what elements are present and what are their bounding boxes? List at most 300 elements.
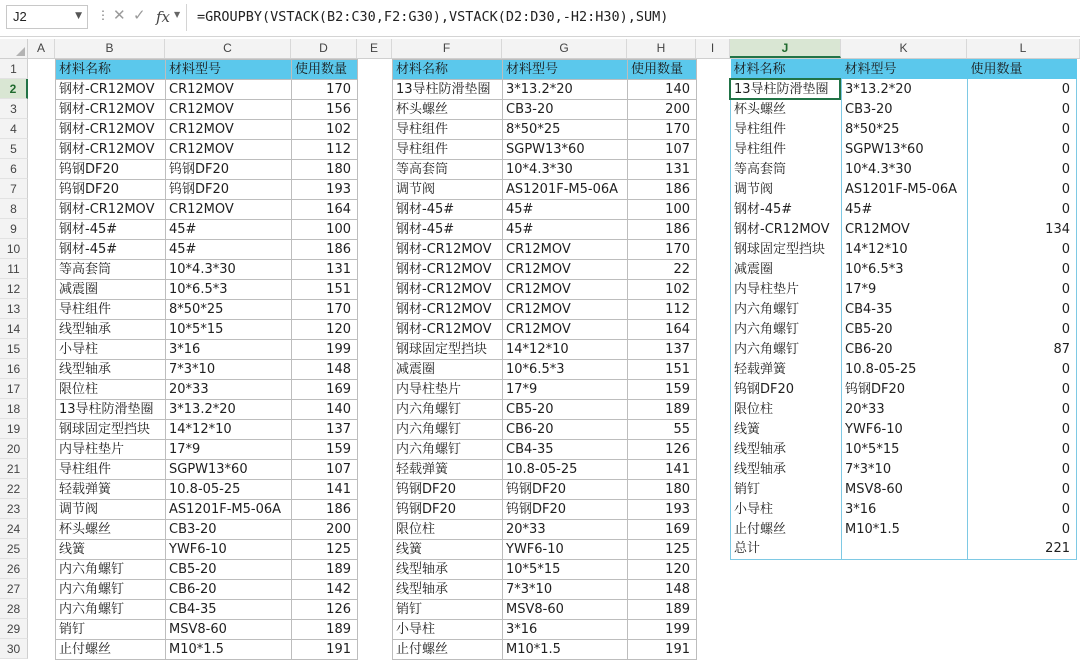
result-cell-name[interactable]: 销钉 xyxy=(731,479,842,499)
result-cell-qty[interactable]: 0 xyxy=(968,299,1077,319)
result-cell-name[interactable]: 导柱组件 xyxy=(731,119,842,139)
table1-cell-qty[interactable]: 200 xyxy=(292,520,358,540)
result-header-qty[interactable]: 使用数量 xyxy=(968,59,1077,79)
column-header-a[interactable]: A xyxy=(28,39,55,58)
table1-cell-qty[interactable]: 164 xyxy=(292,200,358,220)
row-header-28[interactable]: 28 xyxy=(0,599,28,619)
table1-cell-name[interactable]: 销钉 xyxy=(56,620,166,640)
table2-cell-name[interactable]: 内六角螺钉 xyxy=(393,400,503,420)
row-header-14[interactable]: 14 xyxy=(0,319,28,339)
table1-cell-name[interactable]: 钨钢DF20 xyxy=(56,180,166,200)
result-cell-model[interactable]: AS1201F-M5-06A xyxy=(842,179,968,199)
result-cell-name[interactable]: 钢材-45# xyxy=(731,199,842,219)
result-cell-qty[interactable]: 0 xyxy=(968,399,1077,419)
result-cell-qty[interactable]: 87 xyxy=(968,339,1077,359)
table1-cell-model[interactable]: 8*50*25 xyxy=(166,300,292,320)
result-cell-name[interactable]: 轻载弹簧 xyxy=(731,359,842,379)
table2-cell-qty[interactable]: 148 xyxy=(628,580,697,600)
table1-cell-qty[interactable]: 170 xyxy=(292,80,358,100)
table2-cell-qty[interactable]: 151 xyxy=(628,360,697,380)
result-cell-qty[interactable]: 0 xyxy=(968,499,1077,519)
result-cell-model[interactable]: M10*1.5 xyxy=(842,519,968,539)
table1-cell-name[interactable]: 钢材-CR12MOV xyxy=(56,200,166,220)
result-cell-name[interactable]: 线簧 xyxy=(731,419,842,439)
table1-cell-name[interactable]: 钢材-CR12MOV xyxy=(56,120,166,140)
table1-cell-model[interactable]: MSV8-60 xyxy=(166,620,292,640)
table1-cell-qty[interactable]: 156 xyxy=(292,100,358,120)
result-cell-qty[interactable]: 0 xyxy=(968,199,1077,219)
table2-cell-name[interactable]: 钢材-45# xyxy=(393,220,503,240)
table1-cell-model[interactable]: CR12MOV xyxy=(166,120,292,140)
table1-cell-model[interactable]: 20*33 xyxy=(166,380,292,400)
table2-cell-name[interactable]: 内六角螺钉 xyxy=(393,420,503,440)
row-header-4[interactable]: 4 xyxy=(0,119,28,139)
table2-cell-qty[interactable]: 186 xyxy=(628,220,697,240)
table1-cell-qty[interactable]: 169 xyxy=(292,380,358,400)
column-header-l[interactable]: L xyxy=(967,39,1080,58)
table1-cell-name[interactable]: 内六角螺钉 xyxy=(56,600,166,620)
table1-cell-model[interactable]: SGPW13*60 xyxy=(166,460,292,480)
column-header-f[interactable]: F xyxy=(392,39,502,58)
table2-cell-name[interactable]: 钢材-CR12MOV xyxy=(393,260,503,280)
result-cell-qty[interactable]: 0 xyxy=(968,139,1077,159)
table1-cell-qty[interactable]: 141 xyxy=(292,480,358,500)
table2-cell-qty[interactable]: 199 xyxy=(628,620,697,640)
result-cell-model[interactable]: MSV8-60 xyxy=(842,479,968,499)
table2-cell-qty[interactable]: 126 xyxy=(628,440,697,460)
table2-cell-qty[interactable]: 120 xyxy=(628,560,697,580)
row-header-22[interactable]: 22 xyxy=(0,479,28,499)
row-header-13[interactable]: 13 xyxy=(0,299,28,319)
table2-cell-model[interactable]: 10.8-05-25 xyxy=(503,460,628,480)
table1-cell-name[interactable]: 减震圈 xyxy=(56,280,166,300)
table2-cell-name[interactable]: 钢材-CR12MOV xyxy=(393,240,503,260)
table1-cell-qty[interactable]: 180 xyxy=(292,160,358,180)
row-header-12[interactable]: 12 xyxy=(0,279,28,299)
result-cell-model[interactable]: 10*5*15 xyxy=(842,439,968,459)
row-header-5[interactable]: 5 xyxy=(0,139,28,159)
result-cell-qty[interactable]: 0 xyxy=(968,79,1077,99)
table2-cell-name[interactable]: 内导柱垫片 xyxy=(393,380,503,400)
result-cell-qty[interactable]: 221 xyxy=(968,539,1077,559)
table2-cell-model[interactable]: CB4-35 xyxy=(503,440,628,460)
table2-cell-qty[interactable]: 180 xyxy=(628,480,697,500)
result-cell-qty[interactable]: 0 xyxy=(968,259,1077,279)
result-cell-qty[interactable]: 0 xyxy=(968,519,1077,539)
table1-cell-model[interactable]: 14*12*10 xyxy=(166,420,292,440)
result-cell-name[interactable]: 等高套筒 xyxy=(731,159,842,179)
row-header-6[interactable]: 6 xyxy=(0,159,28,179)
table1-cell-model[interactable]: CB4-35 xyxy=(166,600,292,620)
result-cell-qty[interactable]: 134 xyxy=(968,219,1077,239)
table2-cell-model[interactable]: CB3-20 xyxy=(503,100,628,120)
table1-cell-qty[interactable]: 120 xyxy=(292,320,358,340)
table2-cell-model[interactable]: CR12MOV xyxy=(503,260,628,280)
table2-cell-name[interactable]: 内六角螺钉 xyxy=(393,440,503,460)
table1-cell-name[interactable]: 钨钢DF20 xyxy=(56,160,166,180)
result-cell-name[interactable]: 止付螺丝 xyxy=(731,519,842,539)
row-header-2[interactable]: 2 xyxy=(0,79,28,99)
table1-cell-name[interactable]: 内六角螺钉 xyxy=(56,560,166,580)
row-header-29[interactable]: 29 xyxy=(0,619,28,639)
row-header-15[interactable]: 15 xyxy=(0,339,28,359)
table2-cell-model[interactable]: SGPW13*60 xyxy=(503,140,628,160)
result-cell-name[interactable]: 导柱组件 xyxy=(731,139,842,159)
table1-cell-name[interactable]: 线型轴承 xyxy=(56,320,166,340)
result-cell-name[interactable]: 小导柱 xyxy=(731,499,842,519)
result-cell-name[interactable]: 内六角螺钉 xyxy=(731,339,842,359)
table2-cell-name[interactable]: 减震圈 xyxy=(393,360,503,380)
table2-cell-qty[interactable]: 22 xyxy=(628,260,697,280)
table1-cell-qty[interactable]: 148 xyxy=(292,360,358,380)
result-cell-name[interactable]: 内六角螺钉 xyxy=(731,299,842,319)
table2-cell-model[interactable]: 3*13.2*20 xyxy=(503,80,628,100)
table2-cell-name[interactable]: 钨钢DF20 xyxy=(393,500,503,520)
table1-cell-qty[interactable]: 107 xyxy=(292,460,358,480)
table2-cell-name[interactable]: 线簧 xyxy=(393,540,503,560)
result-cell-name[interactable]: 线型轴承 xyxy=(731,439,842,459)
table2-cell-qty[interactable]: 100 xyxy=(628,200,697,220)
table1-cell-qty[interactable]: 142 xyxy=(292,580,358,600)
result-cell-model[interactable] xyxy=(842,539,968,559)
table2-cell-name[interactable]: 钢球固定型挡块 xyxy=(393,340,503,360)
table2-cell-qty[interactable]: 55 xyxy=(628,420,697,440)
row-header-10[interactable]: 10 xyxy=(0,239,28,259)
column-header-e[interactable]: E xyxy=(357,39,392,58)
table2-cell-name[interactable]: 导柱组件 xyxy=(393,140,503,160)
table1-cell-qty[interactable]: 193 xyxy=(292,180,358,200)
table1-cell-name[interactable]: 钢材-45# xyxy=(56,240,166,260)
table1-cell-name[interactable]: 导柱组件 xyxy=(56,460,166,480)
table1-cell-name[interactable]: 轻载弹簧 xyxy=(56,480,166,500)
table1-cell-model[interactable]: 10*4.3*30 xyxy=(166,260,292,280)
table2-header-qty[interactable]: 使用数量 xyxy=(628,60,697,80)
table1-cell-qty[interactable]: 189 xyxy=(292,560,358,580)
table1-cell-name[interactable]: 钢材-45# xyxy=(56,220,166,240)
result-cell-model[interactable]: 20*33 xyxy=(842,399,968,419)
table2-cell-qty[interactable]: 186 xyxy=(628,180,697,200)
table2-cell-model[interactable]: 10*4.3*30 xyxy=(503,160,628,180)
fx-icon[interactable]: fx xyxy=(156,8,171,26)
result-cell-qty[interactable]: 0 xyxy=(968,359,1077,379)
result-cell-qty[interactable]: 0 xyxy=(968,439,1077,459)
table1-cell-model[interactable]: CR12MOV xyxy=(166,140,292,160)
table2-cell-qty[interactable]: 125 xyxy=(628,540,697,560)
table1-cell-qty[interactable]: 186 xyxy=(292,500,358,520)
row-header-25[interactable]: 25 xyxy=(0,539,28,559)
row-header-19[interactable]: 19 xyxy=(0,419,28,439)
result-cell-name[interactable]: 内导柱垫片 xyxy=(731,279,842,299)
table2-cell-qty[interactable]: 112 xyxy=(628,300,697,320)
result-cell-name[interactable]: 限位柱 xyxy=(731,399,842,419)
table1-cell-model[interactable]: CR12MOV xyxy=(166,200,292,220)
table2-cell-model[interactable]: 钨钢DF20 xyxy=(503,500,628,520)
table2-cell-model[interactable]: CR12MOV xyxy=(503,240,628,260)
table2-cell-name[interactable]: 小导柱 xyxy=(393,620,503,640)
table1-cell-model[interactable]: CR12MOV xyxy=(166,100,292,120)
row-header-20[interactable]: 20 xyxy=(0,439,28,459)
table1-cell-model[interactable]: YWF6-10 xyxy=(166,540,292,560)
table2-cell-name[interactable]: 轻载弹簧 xyxy=(393,460,503,480)
enter-icon[interactable]: ✓ xyxy=(133,6,146,24)
table1-cell-qty[interactable]: 189 xyxy=(292,620,358,640)
table1-cell-model[interactable]: 7*3*10 xyxy=(166,360,292,380)
result-cell-qty[interactable]: 0 xyxy=(968,279,1077,299)
table1-cell-name[interactable]: 导柱组件 xyxy=(56,300,166,320)
result-cell-qty[interactable]: 0 xyxy=(968,379,1077,399)
table1-cell-qty[interactable]: 125 xyxy=(292,540,358,560)
table1-cell-qty[interactable]: 170 xyxy=(292,300,358,320)
row-header-7[interactable]: 7 xyxy=(0,179,28,199)
result-cell-model[interactable]: 17*9 xyxy=(842,279,968,299)
result-cell-model[interactable]: CR12MOV xyxy=(842,219,968,239)
table1-cell-qty[interactable]: 159 xyxy=(292,440,358,460)
table2-cell-name[interactable]: 调节阀 xyxy=(393,180,503,200)
table1-cell-name[interactable]: 钢材-CR12MOV xyxy=(56,80,166,100)
table1-cell-name[interactable]: 13导柱防滑垫圈 xyxy=(56,400,166,420)
result-cell-qty[interactable]: 0 xyxy=(968,119,1077,139)
result-cell-qty[interactable]: 0 xyxy=(968,419,1077,439)
result-cell-name[interactable]: 杯头螺丝 xyxy=(731,99,842,119)
row-header-3[interactable]: 3 xyxy=(0,99,28,119)
column-header-k[interactable]: K xyxy=(841,39,967,58)
table1-cell-model[interactable]: 17*9 xyxy=(166,440,292,460)
table1-header-qty[interactable]: 使用数量 xyxy=(292,60,358,80)
table2-cell-model[interactable]: YWF6-10 xyxy=(503,540,628,560)
row-header-8[interactable]: 8 xyxy=(0,199,28,219)
select-all-corner[interactable] xyxy=(0,39,28,58)
column-header-g[interactable]: G xyxy=(502,39,627,58)
table2-cell-model[interactable]: 10*5*15 xyxy=(503,560,628,580)
table1-cell-name[interactable]: 止付螺丝 xyxy=(56,640,166,660)
table1-cell-model[interactable]: AS1201F-M5-06A xyxy=(166,500,292,520)
table1-cell-model[interactable]: CB5-20 xyxy=(166,560,292,580)
result-cell-model[interactable]: 10*4.3*30 xyxy=(842,159,968,179)
table1-cell-name[interactable]: 钢球固定型挡块 xyxy=(56,420,166,440)
table2-cell-name[interactable]: 13导柱防滑垫圈 xyxy=(393,80,503,100)
table1-cell-model[interactable]: 钨钢DF20 xyxy=(166,180,292,200)
row-header-18[interactable]: 18 xyxy=(0,399,28,419)
table2-header-model[interactable]: 材料型号 xyxy=(503,60,628,80)
table2-cell-name[interactable]: 限位柱 xyxy=(393,520,503,540)
table1-cell-qty[interactable]: 137 xyxy=(292,420,358,440)
table2-cell-model[interactable]: 8*50*25 xyxy=(503,120,628,140)
row-header-24[interactable]: 24 xyxy=(0,519,28,539)
result-cell-qty[interactable]: 0 xyxy=(968,159,1077,179)
table1-cell-model[interactable]: 45# xyxy=(166,220,292,240)
table2-cell-qty[interactable]: 102 xyxy=(628,280,697,300)
row-header-26[interactable]: 26 xyxy=(0,559,28,579)
table2-cell-name[interactable]: 钢材-CR12MOV xyxy=(393,280,503,300)
result-cell-qty[interactable]: 0 xyxy=(968,99,1077,119)
table1-cell-qty[interactable]: 131 xyxy=(292,260,358,280)
column-header-i[interactable]: I xyxy=(696,39,730,58)
result-cell-model[interactable]: 3*16 xyxy=(842,499,968,519)
table1-cell-name[interactable]: 内导柱垫片 xyxy=(56,440,166,460)
name-box[interactable] xyxy=(6,5,88,29)
table2-cell-name[interactable]: 销钉 xyxy=(393,600,503,620)
table2-cell-qty[interactable]: 189 xyxy=(628,400,697,420)
table2-cell-model[interactable]: 45# xyxy=(503,200,628,220)
table2-cell-model[interactable]: 10*6.5*3 xyxy=(503,360,628,380)
table2-cell-qty[interactable]: 137 xyxy=(628,340,697,360)
result-cell-name[interactable]: 钢球固定型挡块 xyxy=(731,239,842,259)
column-header-h[interactable]: H xyxy=(627,39,696,58)
result-cell-qty[interactable]: 0 xyxy=(968,239,1077,259)
table1-cell-qty[interactable]: 100 xyxy=(292,220,358,240)
table2-cell-model[interactable]: 45# xyxy=(503,220,628,240)
table2-cell-qty[interactable]: 189 xyxy=(628,600,697,620)
row-header-17[interactable]: 17 xyxy=(0,379,28,399)
table1-cell-name[interactable]: 杯头螺丝 xyxy=(56,520,166,540)
table1-cell-model[interactable]: CR12MOV xyxy=(166,80,292,100)
row-header-30[interactable]: 30 xyxy=(0,639,28,659)
table1-header-name[interactable]: 材料名称 xyxy=(56,60,166,80)
table2-cell-qty[interactable]: 141 xyxy=(628,460,697,480)
table2-cell-model[interactable]: 钨钢DF20 xyxy=(503,480,628,500)
table2-cell-name[interactable]: 钢材-CR12MOV xyxy=(393,300,503,320)
cancel-icon[interactable]: ✕ xyxy=(113,6,126,24)
chevron-down-icon[interactable]: ▼ xyxy=(75,11,82,21)
table2-cell-model[interactable]: CB6-20 xyxy=(503,420,628,440)
table1-cell-name[interactable]: 钢材-CR12MOV xyxy=(56,140,166,160)
formula-input[interactable] xyxy=(186,4,1076,31)
result-cell-name[interactable]: 总计 xyxy=(731,539,842,559)
table2-cell-name[interactable]: 钢材-CR12MOV xyxy=(393,320,503,340)
table1-cell-name[interactable]: 钢材-CR12MOV xyxy=(56,100,166,120)
result-cell-model[interactable]: 8*50*25 xyxy=(842,119,968,139)
table2-cell-model[interactable]: CR12MOV xyxy=(503,300,628,320)
table1-cell-qty[interactable]: 102 xyxy=(292,120,358,140)
table2-cell-name[interactable]: 线型轴承 xyxy=(393,560,503,580)
result-cell-model[interactable]: CB3-20 xyxy=(842,99,968,119)
table2-cell-name[interactable]: 钢材-45# xyxy=(393,200,503,220)
result-header-name[interactable]: 材料名称 xyxy=(731,59,842,79)
result-cell-name[interactable]: 内六角螺钉 xyxy=(731,319,842,339)
result-cell-model[interactable]: CB5-20 xyxy=(842,319,968,339)
table1-cell-model[interactable]: 10*5*15 xyxy=(166,320,292,340)
table2-cell-model[interactable]: 3*16 xyxy=(503,620,628,640)
result-cell-model[interactable]: SGPW13*60 xyxy=(842,139,968,159)
table1-cell-name[interactable]: 内六角螺钉 xyxy=(56,580,166,600)
table1-cell-name[interactable]: 线簧 xyxy=(56,540,166,560)
row-header-21[interactable]: 21 xyxy=(0,459,28,479)
table2-cell-qty[interactable]: 200 xyxy=(628,100,697,120)
result-cell-name[interactable]: 钨钢DF20 xyxy=(731,379,842,399)
table1-header-model[interactable]: 材料型号 xyxy=(166,60,292,80)
result-cell-model[interactable]: YWF6-10 xyxy=(842,419,968,439)
table1-cell-qty[interactable]: 126 xyxy=(292,600,358,620)
table1-cell-model[interactable]: CB6-20 xyxy=(166,580,292,600)
result-cell-qty[interactable]: 0 xyxy=(968,319,1077,339)
table2-cell-qty[interactable]: 107 xyxy=(628,140,697,160)
table2-cell-model[interactable]: CB5-20 xyxy=(503,400,628,420)
table1-cell-qty[interactable]: 199 xyxy=(292,340,358,360)
table1-cell-qty[interactable]: 186 xyxy=(292,240,358,260)
result-cell-name[interactable]: 钢材-CR12MOV xyxy=(731,219,842,239)
table2-cell-name[interactable]: 等高套筒 xyxy=(393,160,503,180)
table1-cell-qty[interactable]: 151 xyxy=(292,280,358,300)
table2-cell-qty[interactable]: 169 xyxy=(628,520,697,540)
table1-cell-model[interactable]: 45# xyxy=(166,240,292,260)
table1-cell-name[interactable]: 限位柱 xyxy=(56,380,166,400)
result-cell-model[interactable]: 7*3*10 xyxy=(842,459,968,479)
result-cell-qty[interactable]: 0 xyxy=(968,179,1077,199)
table2-cell-name[interactable]: 止付螺丝 xyxy=(393,640,503,660)
result-cell-model[interactable]: CB6-20 xyxy=(842,339,968,359)
table1-cell-name[interactable]: 等高套筒 xyxy=(56,260,166,280)
table1-cell-qty[interactable]: 191 xyxy=(292,640,358,660)
table1-cell-name[interactable]: 调节阀 xyxy=(56,500,166,520)
table1-cell-qty[interactable]: 140 xyxy=(292,400,358,420)
column-header-b[interactable]: B xyxy=(55,39,165,58)
result-cell-name[interactable]: 调节阀 xyxy=(731,179,842,199)
column-header-j[interactable]: J xyxy=(730,39,841,58)
result-cell-model[interactable]: 10*6.5*3 xyxy=(842,259,968,279)
table2-cell-model[interactable]: 7*3*10 xyxy=(503,580,628,600)
table2-cell-name[interactable]: 杯头螺丝 xyxy=(393,100,503,120)
result-cell-model[interactable]: 45# xyxy=(842,199,968,219)
result-cell-model[interactable]: 钨钢DF20 xyxy=(842,379,968,399)
table2-cell-model[interactable]: 20*33 xyxy=(503,520,628,540)
table1-cell-model[interactable]: 3*13.2*20 xyxy=(166,400,292,420)
table1-cell-name[interactable]: 小导柱 xyxy=(56,340,166,360)
column-header-d[interactable]: D xyxy=(291,39,357,58)
table1-cell-model[interactable]: M10*1.5 xyxy=(166,640,292,660)
table2-cell-qty[interactable]: 170 xyxy=(628,240,697,260)
result-cell-name[interactable]: 线型轴承 xyxy=(731,459,842,479)
result-cell-name[interactable]: 减震圈 xyxy=(731,259,842,279)
table2-cell-model[interactable]: 14*12*10 xyxy=(503,340,628,360)
table2-cell-qty[interactable]: 131 xyxy=(628,160,697,180)
chevron-down-icon[interactable]: ▼ xyxy=(174,10,181,19)
table2-cell-model[interactable]: AS1201F-M5-06A xyxy=(503,180,628,200)
row-header-11[interactable]: 11 xyxy=(0,259,28,279)
table2-cell-model[interactable]: M10*1.5 xyxy=(503,640,628,660)
table1-cell-model[interactable]: 钨钢DF20 xyxy=(166,160,292,180)
table1-cell-model[interactable]: CB3-20 xyxy=(166,520,292,540)
table2-cell-model[interactable]: CR12MOV xyxy=(503,320,628,340)
table1-cell-name[interactable]: 线型轴承 xyxy=(56,360,166,380)
table2-cell-qty[interactable]: 191 xyxy=(628,640,697,660)
table2-cell-qty[interactable]: 170 xyxy=(628,120,697,140)
table2-header-name[interactable]: 材料名称 xyxy=(393,60,503,80)
result-cell-name[interactable]: 13导柱防滑垫圈 xyxy=(731,79,842,99)
table1-cell-model[interactable]: 10*6.5*3 xyxy=(166,280,292,300)
table2-cell-name[interactable]: 钨钢DF20 xyxy=(393,480,503,500)
column-header-c[interactable]: C xyxy=(165,39,291,58)
result-cell-qty[interactable]: 0 xyxy=(968,479,1077,499)
dots-icon[interactable]: ⋮ xyxy=(97,8,109,22)
row-header-9[interactable]: 9 xyxy=(0,219,28,239)
row-header-23[interactable]: 23 xyxy=(0,499,28,519)
result-cell-model[interactable]: 10.8-05-25 xyxy=(842,359,968,379)
table2-cell-model[interactable]: 17*9 xyxy=(503,380,628,400)
table1-cell-qty[interactable]: 112 xyxy=(292,140,358,160)
table2-cell-model[interactable]: CR12MOV xyxy=(503,280,628,300)
table2-cell-qty[interactable]: 159 xyxy=(628,380,697,400)
result-cell-model[interactable]: CB4-35 xyxy=(842,299,968,319)
result-cell-qty[interactable]: 0 xyxy=(968,459,1077,479)
row-header-1[interactable]: 1 xyxy=(0,59,28,79)
result-cell-model[interactable]: 14*12*10 xyxy=(842,239,968,259)
result-cell-model[interactable]: 3*13.2*20 xyxy=(842,79,968,99)
row-header-27[interactable]: 27 xyxy=(0,579,28,599)
table2-cell-qty[interactable]: 164 xyxy=(628,320,697,340)
result-header-model[interactable]: 材料型号 xyxy=(842,59,968,79)
table2-cell-qty[interactable]: 140 xyxy=(628,80,697,100)
table2-cell-model[interactable]: MSV8-60 xyxy=(503,600,628,620)
